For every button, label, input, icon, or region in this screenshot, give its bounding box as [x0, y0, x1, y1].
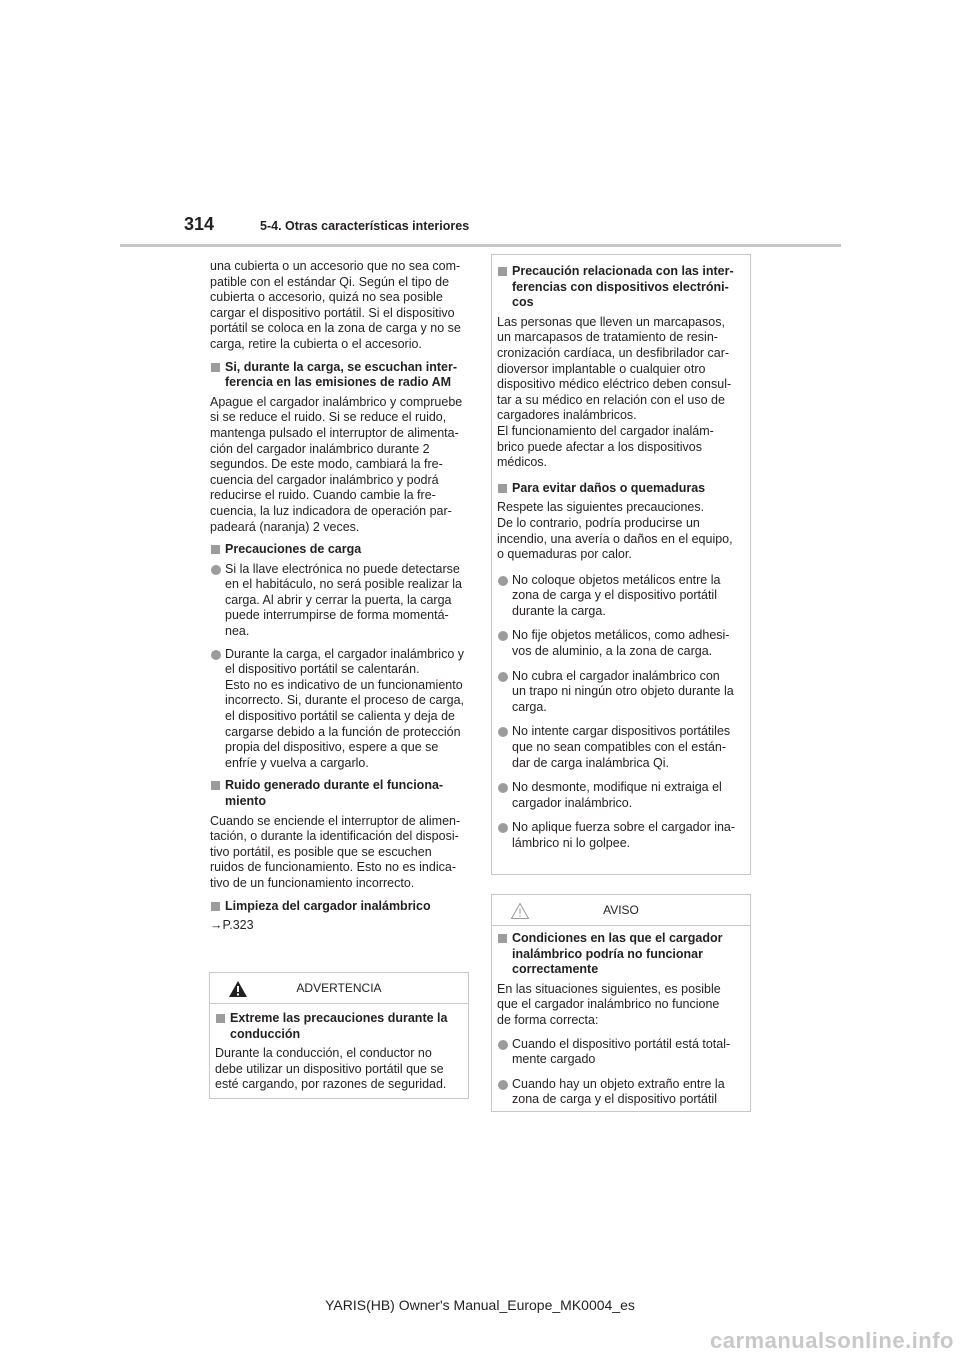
- warning-box-body: [492, 255, 750, 852]
- notice-box: [491, 894, 751, 1112]
- section-heading: Ruido generado durante el funciona- miento: [210, 778, 468, 809]
- section-heading: Condiciones en las que el cargador inalámbrico podría no funcionar correctamente: [497, 931, 745, 978]
- square-bullet-icon: [498, 267, 507, 276]
- section-heading: Precaución relacionada con las inter- ferencias con dispositivos electróni- cos: [497, 264, 745, 311]
- list-item: No cubra el cargador inalámbrico con un trapo ni ningún otro objeto durante la carga.: [497, 669, 745, 716]
- notice-box-body: [492, 926, 750, 1108]
- square-bullet-icon: [498, 484, 507, 493]
- interference-devices-paragraph: Las personas que lleven un marcapasos, un marcapasos de tratamiento de resin- cronización cardíaca, un desfibrilador car- dioversor implantable o cualquier otro dispositivo médico eléctrico deben consul- tar a su médico en relación con el uso de cargadores inalámbricos. El funcionamiento del cargador inalám- brico puede afectar a los dispositivos médicos.: [497, 314, 732, 470]
- warning-box: [209, 972, 469, 1099]
- notice-title: AVISO: [603, 903, 639, 917]
- manual-footer: YARIS(HB) Owner's Manual_Europe_MK0004_es: [325, 1297, 635, 1313]
- square-bullet-icon: [216, 1014, 225, 1023]
- damage-paragraph: Respete las siguientes precauciones. De lo contrario, podría producirse un incendio, una avería o daños en el equipo, o quemaduras por calor.: [497, 500, 733, 562]
- section-heading: Precauciones de carga: [210, 542, 468, 558]
- notice-paragraph: En las situaciones siguientes, es posible que el cargador inalámbrico no funcione de forma correcta:: [497, 981, 721, 1027]
- circle-bullet-icon: [498, 783, 508, 793]
- header-divider: [120, 244, 841, 247]
- caution-triangle-icon: [510, 902, 530, 920]
- list-item: No fije objetos metálicos, como adhesi- vos de aluminio, a la zona de carga.: [497, 628, 745, 659]
- circle-bullet-icon: [211, 565, 221, 575]
- square-bullet-icon: [211, 545, 220, 554]
- page-reference-link[interactable]: →P.323: [210, 918, 254, 933]
- interference-paragraph: Apague el cargador inalámbrico y compruebe si se reduce el ruido. Si se reduce el ruido, mantenga pulsado el interruptor de alimenta- ción del cargador inalámbrico durante 2 segundos. De este modo, cambiará la fre- cuencia del cargador inalámbrico y podrá reducirse el ruido. Cuando cambie la fre- cuencia, la luz indicadora de operación par- padeará (naranja) 2 veces.: [210, 394, 463, 534]
- circle-bullet-icon: [498, 1040, 508, 1050]
- left-column: [210, 259, 468, 941]
- watermark: carmanualsonline.info: [710, 1328, 954, 1353]
- notice-box-header: [492, 895, 750, 926]
- circle-bullet-icon: [498, 823, 508, 833]
- list-item: Cuando el dispositivo portátil está total- mente cargado: [497, 1037, 745, 1068]
- warning-triangle-icon: [228, 980, 248, 998]
- list-item: No aplique fuerza sobre el cargador ina- lámbrico ni lo golpee.: [497, 820, 745, 851]
- warning-box-header: [210, 973, 468, 1004]
- section-heading: Extreme las precauciones durante la conducción: [215, 1011, 463, 1042]
- list-item: No coloque objetos metálicos entre la zona de carga y el dispositivo portátil durante la carga.: [497, 573, 745, 620]
- list-item: Durante la carga, el cargador inalámbrico y el dispositivo portátil se calentarán. Esto no es indicativo de un funcionamiento incorrecto. Si, durante el proceso de carga, el dispositivo portátil se calienta y deja de cargarse debido a la función de protección propia del dispositivo, espere a que se enfríe y vuelva a cargarlo.: [210, 647, 468, 772]
- circle-bullet-icon: [498, 1080, 508, 1090]
- noise-paragraph: Cuando se enciende el interruptor de alimen- tación, o durante la identificación del disposi- tivo portátil, es posible que se escuchen ruidos de funcionamiento. Esto no es indica- tivo de un funcionamiento incorrecto.: [210, 813, 461, 890]
- list-item: Si la llave electrónica no puede detectarse en el habitáculo, no será posible realizar la carga. Al abrir y cerrar la puerta, la carga puede interrumpirse de forma momentá- nea.: [210, 562, 468, 640]
- square-bullet-icon: [211, 363, 220, 372]
- page-number: 314: [184, 214, 215, 234]
- warning-title: ADVERTENCIA: [296, 981, 382, 995]
- list-item: No intente cargar dispositivos portátiles que no sean compatibles con el están- dar de carga inalámbrica Qi.: [497, 724, 745, 771]
- circle-bullet-icon: [211, 650, 221, 660]
- intro-paragraph: una cubierta o un accesorio que no sea com- patible con el estándar Qi. Según el tipo de cubierta o accesorio, quizá no sea posible cargar el dispositivo portátil. Si el dispositivo portátil se coloca en la zona de carga y no se carga, retire la cubierta o el accesorio.: [210, 259, 461, 351]
- section-heading: Limpieza del cargador inalámbrico: [210, 899, 468, 915]
- square-bullet-icon: [211, 781, 220, 790]
- warning-paragraph: Durante la conducción, el conductor no debe utilizar un dispositivo portátil que se esté cargando, por razones de seguridad.: [215, 1046, 447, 1092]
- warning-box-body: [210, 1004, 468, 1093]
- section-title: 5-4. Otras características interiores: [260, 219, 470, 233]
- section-heading: Si, durante la carga, se escuchan inter- ferencia en las emisiones de radio AM: [210, 360, 468, 391]
- warning-box-continued: [491, 254, 751, 875]
- circle-bullet-icon: [498, 727, 508, 737]
- list-item: No desmonte, modifique ni extraiga el cargador inalámbrico.: [497, 780, 745, 811]
- list-item: Cuando hay un objeto extraño entre la zona de carga y el dispositivo portátil: [497, 1077, 745, 1108]
- circle-bullet-icon: [498, 672, 508, 682]
- section-heading: Para evitar daños o quemaduras: [497, 481, 745, 497]
- circle-bullet-icon: [498, 576, 508, 586]
- circle-bullet-icon: [498, 631, 508, 641]
- square-bullet-icon: [211, 902, 220, 911]
- square-bullet-icon: [498, 934, 507, 943]
